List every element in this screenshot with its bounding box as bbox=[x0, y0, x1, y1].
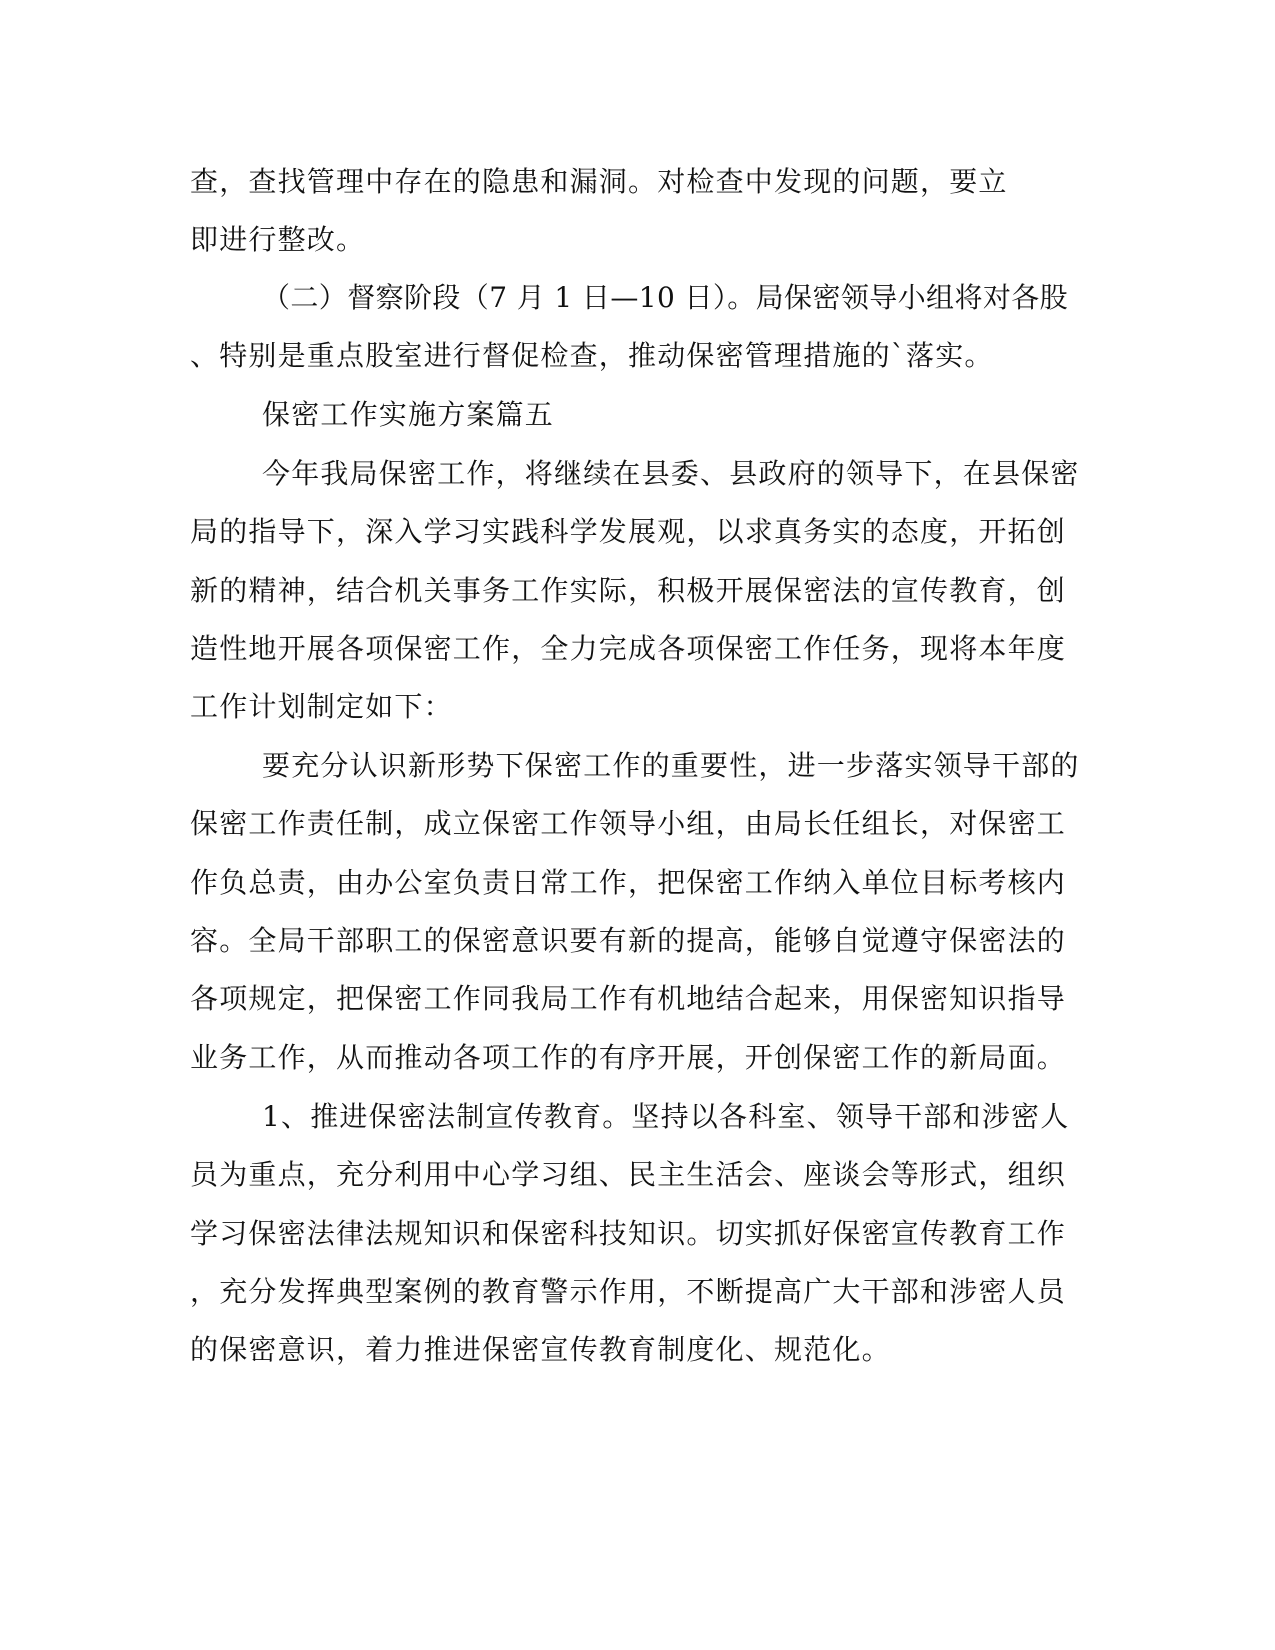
text-line: 保密工作责任制，成立保密工作领导小组，由局长任组长，对保密工 bbox=[190, 807, 1067, 840]
text-line: 1、推进保密法制宣传教育。坚持以各科室、领导干部和涉密人 bbox=[262, 1100, 1070, 1133]
text-line: 学习保密法律法规知识和保密科技知识。切实抓好保密宣传教育工作 bbox=[190, 1217, 1067, 1250]
text-line: 工作计划制定如下： bbox=[190, 690, 453, 723]
text-line: 的保密意识，着力推进保密宣传教育制度化、规范化。 bbox=[190, 1333, 891, 1366]
text-line: 查，查找管理中存在的隐患和漏洞。对检查中发现的问题，要立 bbox=[190, 165, 1008, 198]
text-line: 造性地开展各项保密工作，全力完成各项保密工作任务，现将本年度 bbox=[190, 632, 1067, 665]
text-line: 即进行整改。 bbox=[190, 223, 366, 256]
text-line: 新的精神，结合机关事务工作实际，积极开展保密法的宣传教育，创 bbox=[190, 574, 1067, 607]
text-line: 业务工作，从而推动各项工作的有序开展，开创保密工作的新局面。 bbox=[190, 1041, 1067, 1074]
text-line: 今年我局保密工作，将继续在县委、县政府的领导下，在县保密 bbox=[262, 457, 1080, 490]
text-line: 各项规定，把保密工作同我局工作有机地结合起来，用保密知识指导 bbox=[190, 982, 1067, 1015]
text-line: 、特别是重点股室进行督促检查，推动保密管理措施的`落实。 bbox=[190, 339, 994, 372]
text-line: （二）督察阶段（7 月 1 日—10 日）。局保密领导小组将对各股 bbox=[262, 281, 1069, 314]
section-heading: 保密工作实施方案篇五 bbox=[262, 398, 555, 431]
text-line: ，充分发挥典型案例的教育警示作用，不断提高广大干部和涉密人员 bbox=[190, 1275, 1067, 1308]
text-line: 员为重点，充分利用中心学习组、民主生活会、座谈会等形式，组织 bbox=[190, 1158, 1067, 1191]
text-line: 容。全局干部职工的保密意识要有新的提高，能够自觉遵守保密法的 bbox=[190, 924, 1067, 957]
text-line: 要充分认识新形势下保密工作的重要性，进一步落实领导干部的 bbox=[262, 749, 1080, 782]
text-line: 作负总责，由办公室负责日常工作，把保密工作纳入单位目标考核内 bbox=[190, 866, 1067, 899]
text-line: 局的指导下，深入学习实践科学发展观，以求真务实的态度，开拓创 bbox=[190, 515, 1067, 548]
